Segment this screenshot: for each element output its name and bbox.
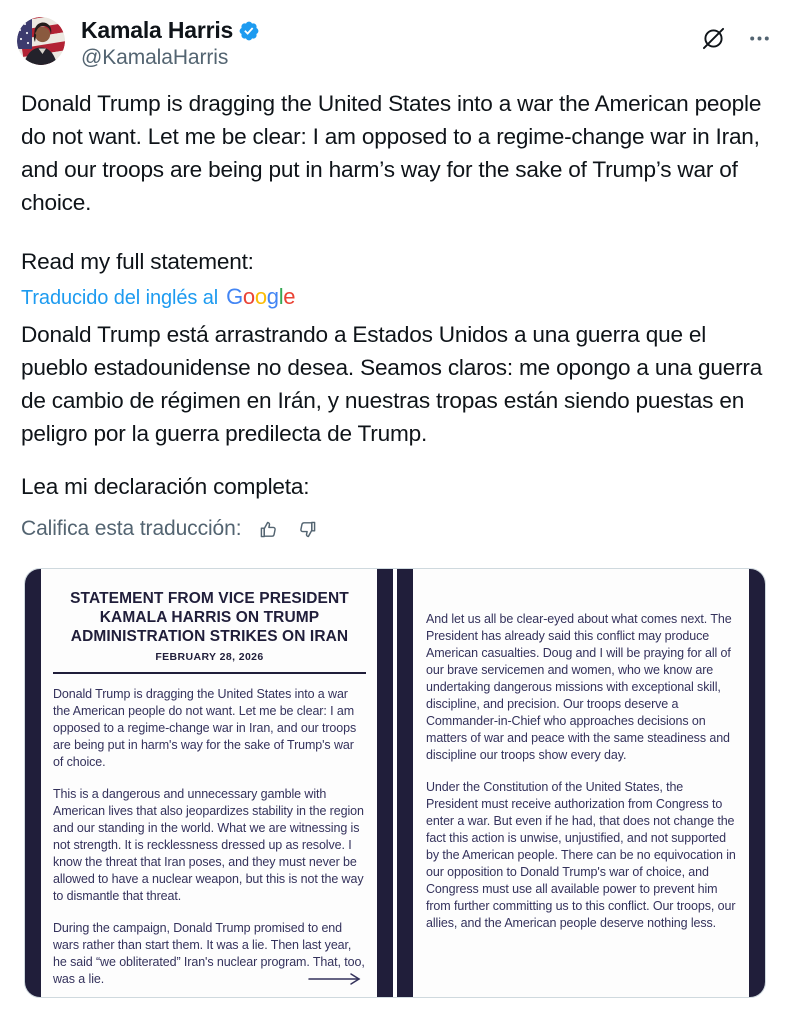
rate-translation-label: Califica esta traducción: — [21, 517, 242, 540]
statement-paragraph: During the campaign, Donald Trump promised to end wars rather than start them. It was a lie. Then last year, he said “we obliterated” Iran's nuclear program. That, too, was a lie. — [53, 921, 365, 986]
translation-rating — [21, 517, 319, 541]
statement-page-right — [413, 569, 749, 997]
statement-date: FEBRUARY 28, 2026 — [155, 651, 264, 663]
statement-image-left — [25, 569, 393, 997]
statement-paragraph: Under the Constitution of the United States, the President must receive authorization from Congress to enter a war. But even if he had, that does not change the fact this action is unwise, unjustified, and not supported by the American people. There can be no equivocation in our opposition to Donald Trump's war of choice, and Congress must use all available power to prevent him from further committing us to this conflict. Our troops, our allies, and the American people deserve nothing less. — [426, 780, 736, 930]
verified-badge-icon — [238, 20, 260, 42]
avatar[interactable] — [17, 17, 65, 65]
tweet-cta-translated: Lea mi declaración completa: — [21, 474, 310, 499]
avatar-image — [17, 17, 65, 65]
thumbs-down-icon[interactable] — [296, 518, 319, 541]
header-actions — [700, 17, 772, 52]
display-name[interactable]: Kamala Harris — [81, 17, 234, 43]
statement-paragraph: This is a dangerous and unnecessary gamble with American lives that also jeopardizes stability in the region and our standing in the world. What we are witnessing is not strength. It is recklessness dressed up as resolve. I know the threat that Iran poses, and they must never be allowed to have a nuclear weapon, but this is not the way to dismantle that threat. — [53, 787, 364, 903]
statement-paragraph: And let us all be clear-eyed about what comes next. The President has already said this conflict may produce American casualties. Doug and I will be praying for all of our brave servicemen and women, who we know are undertaking dangerous missions with exceptional skill, discipline, and precision. Our troops deserve a Commander-in-Chief who approaches decisions on matters of war and peace with the same steadiness and discipline our troops show every day. — [426, 612, 732, 762]
statement-title: STATEMENT FROM VICE PRESIDENT KAMALA HARRIS ON TRUMP ADMINISTRATION STRIKES ON IRAN — [70, 590, 349, 645]
google-logo: Google — [226, 284, 296, 309]
tweet-text-original — [21, 87, 773, 278]
tweet-paragraph-translated: Donald Trump está arrastrando a Estados Unidos a una guerra que el pueblo estadounidense no desea. Seamos claros: me opongo a una guerra de cambio de régimen en Irán, y nuestras tropas están siendo puestas en peligro por la guerra predilecta de Trump. — [21, 322, 763, 446]
translation-attribution-label: Traducido del inglés al — [21, 287, 219, 309]
statement-divider — [53, 672, 366, 674]
tweet-header — [17, 17, 772, 73]
statement-page-left — [41, 569, 377, 997]
statement-image[interactable] — [24, 568, 766, 998]
tweet-cta: Read my full statement: — [21, 249, 254, 274]
next-page-arrow-icon — [307, 971, 365, 987]
tweet-text-translated — [21, 318, 773, 503]
more-menu-icon[interactable] — [747, 26, 772, 51]
thumbs-up-icon[interactable] — [257, 518, 280, 541]
user-identity — [81, 17, 700, 73]
user-handle[interactable]: @KamalaHarris — [81, 46, 229, 69]
statement-image-right — [397, 569, 765, 997]
grok-icon[interactable] — [700, 25, 727, 52]
tweet-paragraph: Donald Trump is dragging the United States into a war the American people do not want. Let me be clear: I am opposed to a regime-change war in Iran, and our troops are being put in harm’s way for the sake of Trump’s war of choice. — [21, 91, 762, 215]
statement-paragraph: Donald Trump is dragging the United States into a war the American people do not want. Let me be clear: I am opposed to a regime-change war in Iran, and our troops are being put in harm's way for the sake of Trump's war of choice. — [53, 687, 357, 769]
translation-attribution-link[interactable] — [21, 284, 295, 310]
